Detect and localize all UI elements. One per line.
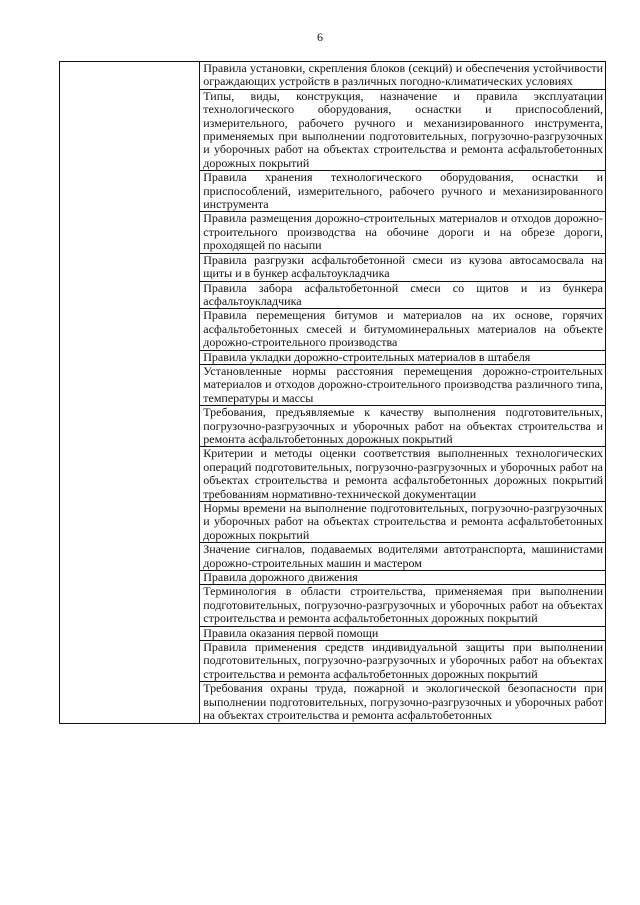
requirement-text: Нормы времени на выполнение подготовительных, погрузочно-разгрузочных и уборочных работ на объектах строительства и ремонта асфальтобетонных дорожных покрытий [203, 501, 603, 542]
table-cell [200, 62, 606, 90]
table-cell [200, 350, 606, 364]
knowledge-requirements-table [59, 61, 606, 724]
table-cell [200, 543, 606, 571]
table-cell [200, 253, 606, 281]
table-cell [200, 585, 606, 626]
table-cell [200, 364, 606, 405]
requirement-text: Правила установки, скрепления блоков (секций) и обеспечения устойчивости ограждающих устройств в различных погодно-климатических условиях [203, 61, 603, 89]
page-number: 6 [317, 30, 323, 44]
requirement-text: Правила перемещения битумов и материалов на их основе, горячих асфальтобетонных смесей и битумоминеральных материалов на объекте дорожно-строительного производства [203, 308, 603, 350]
requirement-text: Терминология в области строительства, применяемая при выполнении подготовительных, погрузочно-разгрузочных и уборочных работ на объектах строительства и ремонта асфальтобетонных дорожных покрытий [203, 584, 603, 626]
table-cell [200, 171, 606, 212]
table-body [60, 62, 606, 724]
requirement-text: Критерии и методы оценки соответствия выполненных технологических операций подготовительных, погрузочно-разгрузочных и уборочных работ на объектах строительства и ремонта асфальтобетонных дорожных покрытий требованиям нормативно-технической документации [203, 446, 603, 501]
table-left-column-cell [60, 62, 200, 724]
table-row [60, 62, 606, 90]
requirement-text: Правила забора асфальтобетонной смеси со щитов и из бункера асфальтоукладчика [203, 280, 603, 308]
requirement-text: Установленные нормы расстояния перемещения дорожно-строительных материалов и отходов дорожно-строительного производства различного типа, температуры и массы [203, 363, 603, 405]
requirement-text: Правила хранения технологического оборудования, оснастки и приспособлений, измерительного, рабочего ручного и механизированного инструмента [203, 170, 603, 212]
table-cell [200, 447, 606, 502]
requirement-text: Правила размещения дорожно-строительных материалов и отходов дорожно-строительного производства на обочине дороги и на обрезе дороги, проходящей по насыпи [203, 211, 603, 253]
requirement-text: Требования охраны труда, пожарной и экологической безопасности при выполнении подготовительных, погрузочно-разгрузочных и уборочных работ на объектах строительства и ремонта асфальтобетонных [203, 681, 603, 723]
requirement-text: Значение сигналов, подаваемых водителями автотранспорта, машинистами дорожно-строительных машин и мастером [203, 542, 603, 570]
requirement-text: Правила применения средств индивидуальной защиты при выполнении подготовительных, погрузочно-разгрузочных и уборочных работ на объектах строительства и ремонта асфальтобетонных дорожных покрытий [203, 640, 603, 681]
table-cell [200, 641, 606, 682]
table-cell [200, 309, 606, 350]
requirement-text: Правила укладки дорожно-строительных материалов в штабеля [203, 349, 531, 364]
table-cell [200, 682, 606, 723]
table-cell [200, 502, 606, 543]
requirement-text: Правила разгрузки асфальтобетонной смеси из кузова автосамосвала на щиты и в бункер асфальтоукладчика [203, 252, 603, 281]
requirement-text: Правила оказания первой помощи [203, 625, 379, 640]
requirement-text: Типы, виды, конструкция, назначение и правила эксплуатации технологического оборудования, оснастки и приспособлений, измерительного, рабочего ручного и механизированного инструмента, применяемых при выполнении подготовительных, погрузочно-разгрузочных и уборочных работ на объектах строительства и ремонта асфальтобетонных дорожных покрытий [203, 88, 603, 170]
requirement-text: Правила дорожного движения [203, 570, 358, 585]
table-cell [200, 281, 606, 309]
table-cell [200, 626, 606, 640]
table-cell [200, 212, 606, 253]
table-cell [200, 571, 606, 585]
table-cell [200, 406, 606, 447]
table-cell [200, 89, 606, 170]
requirement-text: Требования, предъявляемые к качеству выполнения подготовительных, погрузочно-разгрузочных и уборочных работ на объектах строительства и ремонта асфальтобетонных дорожных покрытий [203, 405, 603, 446]
